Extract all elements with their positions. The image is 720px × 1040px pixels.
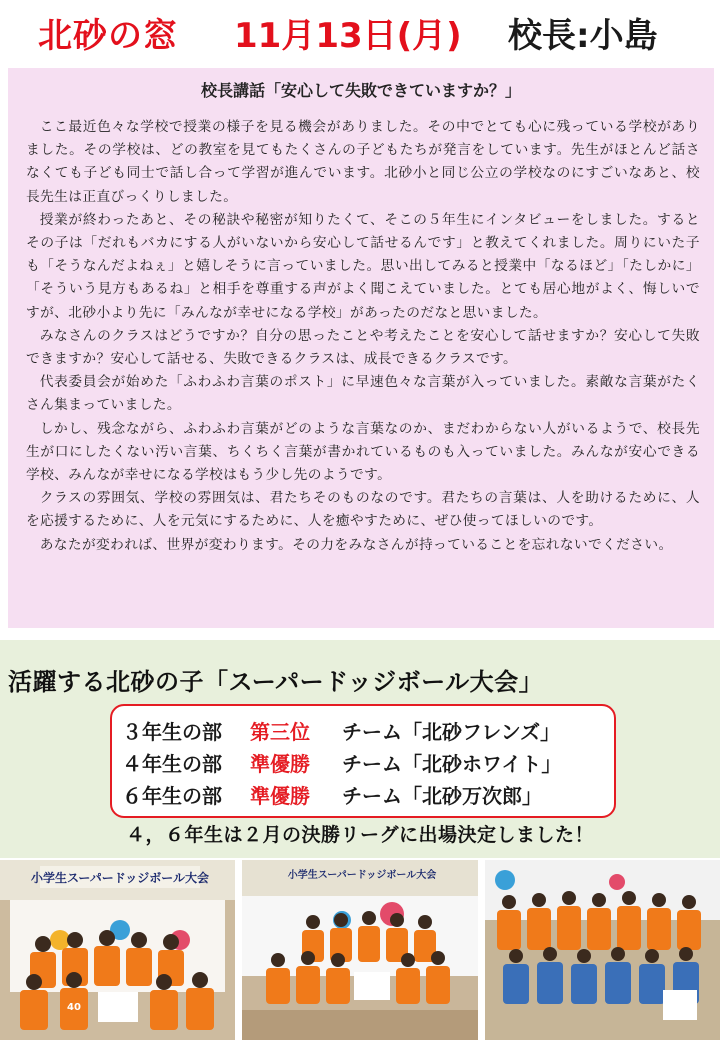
talk-paragraph: あなたが変われば、世界が変わります。その力をみなさんが持っていることを忘れないでください。 <box>39 536 673 553</box>
result-team: チーム「北砂万次郎」 <box>342 784 542 808</box>
dodgeball-section <box>0 640 720 858</box>
dodgeball-title: 活躍する北砂の子「スーパードッジボール大会」 <box>8 668 544 696</box>
talk-paragraph: ここ最近色々な学校で授業の様子を見る機会がありました。その中でとても心に残っている学校がありました。その学校は、どの教室を見てもたくさんの子どもたちが発言をしています。先生がほとんど話さなくても子ども同士で話し合って学習が進んでいます。北砂小と同じ公立の学校なのにすごいなあと、校長先生は正直びっくりしました。 <box>26 119 700 205</box>
talk-title: 校長講話「安心して失敗できていますか？」 <box>200 81 521 100</box>
principal-talk-section <box>8 68 714 628</box>
result-row <box>112 716 614 746</box>
team-photo-3 <box>485 860 720 1040</box>
talk-paragraph: みなさんのクラスはどうですか？自分の思ったことや考えたことを安心して話せますか？安心して失敗できますか？安心して話せる、失敗できるクラスは、成長できるクラスです。 <box>26 327 700 368</box>
author-line: 校長:小島 <box>508 16 658 56</box>
result-division: ３年生の部 <box>122 720 222 744</box>
result-division: ４年生の部 <box>122 752 222 776</box>
result-team: チーム「北砂ホワイト」 <box>342 752 562 776</box>
team-photo-2 <box>242 860 478 1040</box>
result-rank: 準優勝 <box>250 784 310 808</box>
result-rank: 第三位 <box>250 720 310 744</box>
result-row <box>112 748 614 778</box>
team-photo-1 <box>0 860 235 1040</box>
banner-text: 小学生スーパードッジボール大会 <box>30 871 210 885</box>
jersey-number: 40 <box>67 1002 81 1013</box>
talk-paragraph: しかし、残念ながら、ふわふわ言葉がどのような言葉なのか、まだわからない人がいるようで、校長先生が口にしたくない汚い言葉、ちくちく言葉が書かれているものも入っていました。みんなが安心できる学校、みんなが幸せになる学校はもう少し先のようです。 <box>26 420 700 484</box>
banner-text: 小学生スーパードッジボール大会 <box>287 870 437 881</box>
newsletter-title: 北砂の窓 <box>38 16 178 56</box>
talk-paragraph: クラスの雰囲気、学校の雰囲気は、君たちそのものなのです。君たちの言葉は、人を助けるために、人を応援するために、人を元気にするために、人を癒やすために、ぜひ使ってほしいのです。 <box>26 490 700 530</box>
talk-paragraph: 授業が終わったあと、その秘訣や秘密が知りたくて、そこの５年生にインタビューをしました。するとその子は「だれもバカにする人がいないから安心して話せるんです」と教えてくれました。周りにいた子も「そうなんだよねぇ」と嬉しそうに言っていました。思い出してみると授業中「なるほど」「たしかに」「そういう見方もあるね」と相手を尊重する声がよく聞こえていました。とても居心地がよく、悔しいですが、北砂小より先に「みんなが幸せになる学校」があったのだなと思いました。 <box>26 211 700 321</box>
talk-paragraph: 代表委員会が始めた「ふわふわ言葉のポスト」に早速色々な言葉が入っていました。素敵な言葉がたくさん集まっていました。 <box>26 374 700 414</box>
newsletter-header <box>0 0 720 66</box>
results-box <box>110 704 616 818</box>
talk-body <box>26 116 700 557</box>
result-rank: 準優勝 <box>250 752 310 776</box>
result-row <box>112 780 614 810</box>
result-team: チーム「北砂フレンズ」 <box>342 720 561 744</box>
result-division: ６年生の部 <box>122 784 222 808</box>
issue-date: 11月13日(月) <box>234 16 462 56</box>
qualification-note: ４，６年生は２月の決勝リーグに出場決定しました！ <box>125 824 594 846</box>
